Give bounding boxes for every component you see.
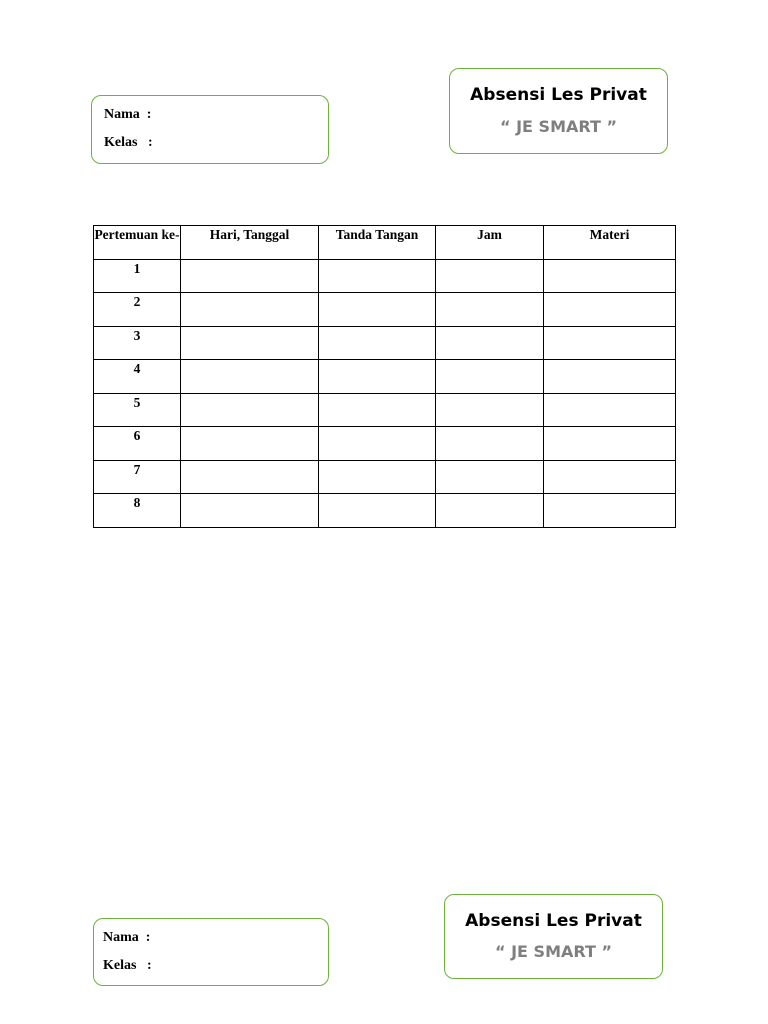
material-cell[interactable] (544, 326, 676, 360)
page-subtitle: “ JE SMART ” (500, 117, 617, 136)
material-cell[interactable] (544, 427, 676, 461)
date-cell[interactable] (181, 460, 319, 494)
signature-cell[interactable] (319, 259, 436, 293)
meeting-number: 5 (94, 393, 181, 427)
class-label: Kelas : (103, 958, 152, 973)
date-cell[interactable] (181, 326, 319, 360)
meeting-number: 3 (94, 326, 181, 360)
attendance-table (93, 225, 676, 528)
column-header-meeting: Pertemuan ke- (94, 226, 181, 260)
time-cell[interactable] (436, 393, 544, 427)
header-box (449, 68, 668, 154)
name-label: Nama : (103, 930, 151, 945)
date-cell[interactable] (181, 393, 319, 427)
table-row (94, 460, 676, 494)
material-cell[interactable] (544, 259, 676, 293)
meeting-number: 7 (94, 460, 181, 494)
signature-cell[interactable] (319, 494, 436, 528)
time-cell[interactable] (436, 326, 544, 360)
material-cell[interactable] (544, 360, 676, 394)
student-info-box (93, 918, 329, 986)
signature-cell[interactable] (319, 293, 436, 327)
date-cell[interactable] (181, 259, 319, 293)
material-cell[interactable] (544, 293, 676, 327)
meeting-number: 6 (94, 427, 181, 461)
table-row (94, 427, 676, 461)
date-cell[interactable] (181, 427, 319, 461)
table-row (94, 393, 676, 427)
column-header-material: Materi (544, 226, 676, 260)
page-title: Absensi Les Privat (470, 85, 647, 105)
column-header-signature: Tanda Tangan (319, 226, 436, 260)
table-row (94, 494, 676, 528)
column-header-date: Hari, Tanggal (181, 226, 319, 260)
meeting-number: 4 (94, 360, 181, 394)
page-title: Absensi Les Privat (465, 911, 642, 931)
time-cell[interactable] (436, 427, 544, 461)
signature-cell[interactable] (319, 460, 436, 494)
date-cell[interactable] (181, 360, 319, 394)
table-row (94, 360, 676, 394)
material-cell[interactable] (544, 460, 676, 494)
time-cell[interactable] (436, 460, 544, 494)
meeting-number: 2 (94, 293, 181, 327)
page-subtitle: “ JE SMART ” (495, 942, 612, 961)
table-row (94, 326, 676, 360)
material-cell[interactable] (544, 494, 676, 528)
date-cell[interactable] (181, 293, 319, 327)
signature-cell[interactable] (319, 360, 436, 394)
meeting-number: 1 (94, 259, 181, 293)
class-label: Kelas : (104, 135, 153, 150)
student-info-box (91, 95, 329, 164)
name-label: Nama : (104, 107, 152, 122)
signature-cell[interactable] (319, 427, 436, 461)
header-box (444, 894, 663, 979)
date-cell[interactable] (181, 494, 319, 528)
meeting-number: 8 (94, 494, 181, 528)
time-cell[interactable] (436, 293, 544, 327)
table-header-row (94, 226, 676, 260)
time-cell[interactable] (436, 360, 544, 394)
time-cell[interactable] (436, 259, 544, 293)
table-row (94, 293, 676, 327)
signature-cell[interactable] (319, 326, 436, 360)
column-header-time: Jam (436, 226, 544, 260)
signature-cell[interactable] (319, 393, 436, 427)
material-cell[interactable] (544, 393, 676, 427)
table-row (94, 259, 676, 293)
time-cell[interactable] (436, 494, 544, 528)
